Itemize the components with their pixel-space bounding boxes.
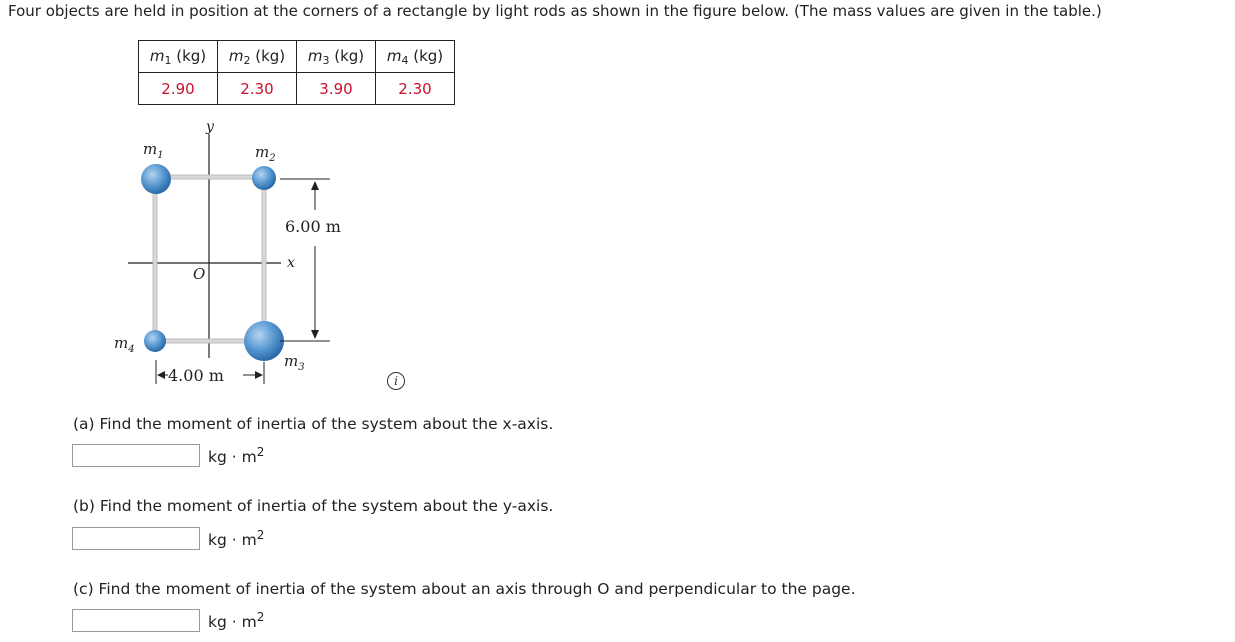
m4-label: $m_4$ <box>114 334 135 355</box>
origin-label: O <box>193 265 206 283</box>
header-m1: $m_1$ (kg) <box>139 41 218 73</box>
m3-label: $m_3$ <box>284 352 305 373</box>
mass-m4-ball <box>144 330 166 352</box>
left-rod <box>153 178 157 341</box>
width-label: 4.00 m <box>168 366 224 385</box>
answer-a-row <box>72 444 264 467</box>
answer-a-input[interactable] <box>72 444 200 467</box>
answer-c-row <box>72 609 264 632</box>
dim-arrow-up <box>311 181 319 190</box>
value-m1: 2.90 <box>139 73 218 105</box>
header-m2: $m_2$ (kg) <box>218 41 297 73</box>
header-m3: $m_3$ (kg) <box>297 41 376 73</box>
y-axis-label: y <box>206 119 214 135</box>
answer-b-row <box>72 527 264 550</box>
mass-table-header-row <box>139 41 455 73</box>
mass-m2-ball <box>252 166 276 190</box>
info-icon[interactable]: i <box>387 372 405 390</box>
answer-b-input[interactable] <box>72 527 200 550</box>
mass-table <box>138 40 455 105</box>
mass-table-value-row <box>139 73 455 105</box>
dim-arrow-down <box>311 330 319 339</box>
m1-label: $m_1$ <box>143 140 164 161</box>
right-rod <box>262 178 266 341</box>
value-m4: 2.30 <box>376 73 455 105</box>
rectangle-figure <box>110 112 380 387</box>
value-m3: 3.90 <box>297 73 376 105</box>
answer-c-input[interactable] <box>72 609 200 632</box>
height-label: 6.00 m <box>285 217 341 236</box>
mass-m1-ball <box>141 164 171 194</box>
question-a-label: (a) Find the moment of inertia of the system about the x-axis. <box>73 415 554 433</box>
top-rod <box>155 175 265 179</box>
answer-a-unit: kg · $m^2$ <box>208 445 265 466</box>
m2-label: $m_2$ <box>255 143 276 164</box>
dim-arrow-right <box>255 371 263 379</box>
value-m2: 2.30 <box>218 73 297 105</box>
dim-arrow-left <box>157 371 165 379</box>
header-m4: $m_4$ (kg) <box>376 41 455 73</box>
answer-b-unit: kg · $m^2$ <box>208 528 265 549</box>
x-axis-label: x <box>287 255 295 271</box>
problem-intro: Four objects are held in position at the corners of a rectangle by light rods as shown in the figure below. (The mass values are given in the table.) <box>8 2 1102 20</box>
answer-c-unit: kg · $m^2$ <box>208 610 265 631</box>
question-b-label: (b) Find the moment of inertia of the system about the y-axis. <box>73 497 554 515</box>
mass-m3-ball <box>244 321 284 361</box>
question-c-label: (c) Find the moment of inertia of the system about an axis through O and perpendicular to the page. <box>73 580 856 598</box>
